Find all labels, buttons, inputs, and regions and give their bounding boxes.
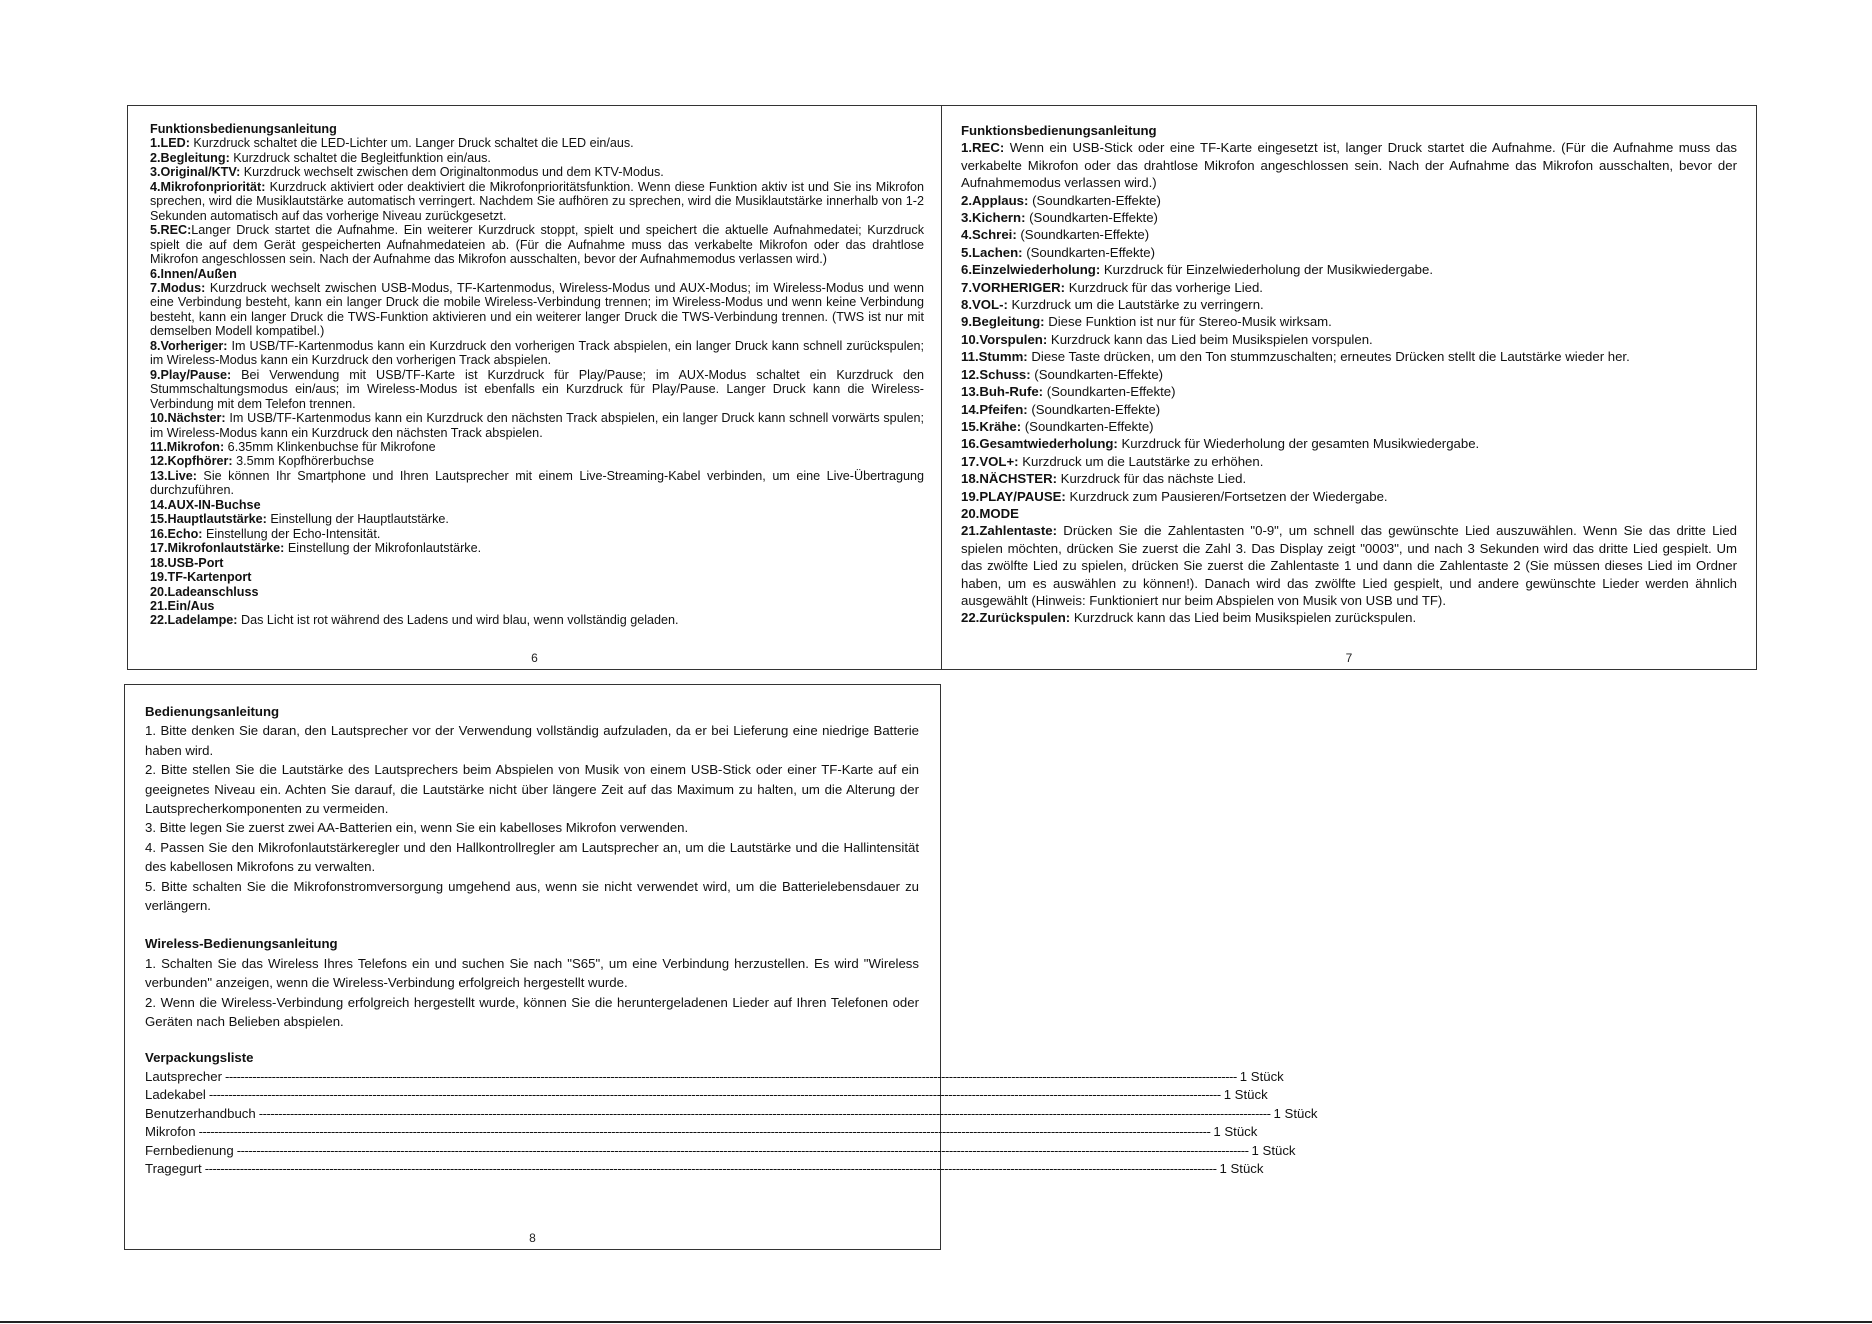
function-term: 21.Zahlentaste: (961, 523, 1058, 539)
packing-item-name: Ladekabel (145, 1087, 206, 1103)
function-description: Kurzdruck kann das Lied beim Musikspielen zurückspulen. (1070, 610, 1417, 626)
function-term: 13.Buh-Rufe: (961, 384, 1044, 400)
function-item (961, 366, 1737, 383)
function-item (961, 488, 1737, 505)
function-description: (Soundkarten-Effekte) (1027, 401, 1161, 417)
packing-item-name: Mikrofon (145, 1124, 196, 1140)
function-description: (Soundkarten-Effekte) (1021, 418, 1154, 434)
function-item (961, 348, 1737, 365)
function-item (150, 556, 924, 570)
function-item (961, 401, 1737, 418)
function-item (961, 139, 1737, 191)
function-term: 15.Krähe: (961, 418, 1022, 434)
page-number-7: 7 (1345, 651, 1353, 665)
function-description: Kurzdruck für Wiederholung der gesamten Musikwiedergabe. (1117, 436, 1480, 452)
page-6-content (150, 122, 924, 628)
function-description: Kurzdruck wechselt zwischen USB-Modus, TF-Kartenmodus, Wireless-Modus und AUX-Modus; im Wireless-Modus und wenn eine Verbindung besteht, kann ein langer Druck die mobile Wireless-Verbindung trennen; im Wireless-Modus und wenn keine Verbindung besteht, kann ein langer Druck die TWS-Funktion aktivieren und ein weiterer langer Druck die TWS-Verbindung trennen. (TWS ist nur mit demselben Modell kompatibel.) (150, 280, 924, 339)
function-description: Einstellung der Mikrofonlautstärke. (284, 541, 482, 556)
function-term: 4.Mikrofonpriorität: (150, 179, 266, 194)
function-term: 3.Original/KTV: (150, 165, 241, 180)
function-description: (Soundkarten-Effekte) (1028, 192, 1161, 208)
wireless-section-title: Wireless-Bedienungsanleitung (145, 936, 338, 952)
function-term: 2.Applaus: (961, 192, 1029, 208)
function-description: Kurzdruck für das vorherige Lied. (1065, 279, 1263, 295)
page-7-content (961, 122, 1737, 627)
function-item (150, 223, 924, 266)
function-term: 22.Zurückspulen: (961, 610, 1071, 626)
function-item (150, 339, 924, 368)
function-term: 9.Play/Pause: (150, 367, 232, 382)
function-description: Drücken Sie die Zahlentasten "0-9", um schnell das gewünschte Lied auszuwählen. Wenn Sie das dritte Lied spielen möchten, drücken Sie zuerst die Zahl 3. Das Display zeigt "0003", und nach 3 Sekunden wird das dritte Lied gespielt. Um das zwölfte Lied zu spielen, drücken Sie zuerst die Zahlentaste 1 und dann die Zahlentaste 2 (Sie müssen dieses Lied im Ordner haben, um es auswählen zu können!). Danach wird das zwölfte Lied gespielt, und andere gewünschte Lieder werden ähnlich ausgewählt (Hinweis: Funktioniert nur beim Abspielen von Musik von USB und TF). (961, 523, 1737, 608)
function-item (961, 470, 1737, 487)
function-description: Einstellung der Echo-Intensität. (202, 526, 381, 541)
page-7-function-list (961, 139, 1737, 626)
function-term: 1.REC: (961, 140, 1005, 156)
function-term: 22.Ladelampe: (150, 613, 238, 628)
function-term: 14.AUX-IN-Buchse (150, 497, 261, 512)
packing-list-row (145, 1104, 1318, 1123)
function-description: Kurzdruck um die Lautstärke zu erhöhen. (1018, 453, 1264, 469)
function-item (150, 512, 924, 526)
function-item (961, 609, 1737, 626)
instruction-item: 1. Schalten Sie das Wireless Ihres Telefons ein und suchen Sie nach "S65", um eine Verbindung herzustellen. Es wird "Wireless verbunden" anzeigen, wenn die Wireless-Verbindung erfolgreich hergestellt wurde. (145, 955, 919, 991)
function-item (150, 368, 924, 411)
bottom-divider-line (0, 1321, 1872, 1323)
function-item (150, 151, 924, 165)
function-item (150, 585, 924, 599)
function-item (961, 522, 1737, 609)
function-item (150, 527, 924, 541)
function-item (150, 498, 924, 512)
packing-item-name: Tragegurt (145, 1161, 202, 1177)
instruction-item: 5. Bitte schalten Sie die Mikrofonstromversorgung umgehend aus, wenn sie nicht verwendet wird, um die Batterielebensdauer zu verlängern. (145, 878, 919, 914)
function-term: 7.VORHERIGER: (961, 279, 1066, 295)
function-item (150, 541, 924, 555)
instruction-item: 4. Passen Sie den Mikrofonlautstärkeregler und den Hallkontrollregler am Lautsprecher an, um die Lautstärke und die Hallintensität des kabellosen Mikrofons zu verwalten. (145, 839, 919, 875)
dash-leader: -------------------------------------------------------------------------------------------------------------------------------------------------------------------------------------------------------------------------------------------------------------------- (258, 1105, 1271, 1121)
instruction-item: 2. Wenn die Wireless-Verbindung erfolgreich hergestellt wurde, können Sie die heruntergeladenen Lieder auf Ihren Telefonen oder Geräten nach Belieben abspielen. (145, 994, 919, 1030)
function-term: 18.NÄCHSTER: (961, 471, 1057, 487)
function-description: Sie können Ihr Smartphone und Ihren Lautsprecher mit einem Live-Streaming-Kabel verbinden, um eine Live-Übertragung durchzuführen. (150, 468, 924, 498)
function-description: (Soundkarten-Effekte) (1022, 244, 1155, 260)
function-term: 11.Stumm: (961, 349, 1028, 365)
function-term: 10.Nächster: (150, 411, 226, 426)
function-item (961, 505, 1737, 522)
function-description: Kurzdruck für Einzelwiederholung der Musikwiedergabe. (1100, 262, 1434, 278)
function-description: Diese Taste drücken, um den Ton stummzuschalten; erneutes Drücken stellt die Lautstärke wieder her. (1027, 349, 1630, 365)
dash-leader: -------------------------------------------------------------------------------------------------------------------------------------------------------------------------------------------------------------------------------------------------------------------- (204, 1161, 1217, 1177)
function-term: 8.Vorheriger: (150, 338, 228, 353)
function-item (961, 261, 1737, 278)
function-description: Das Licht ist rot während des Ladens und wird blau, wenn vollständig geladen. (237, 613, 679, 628)
function-item (150, 440, 924, 454)
function-term: 8.VOL-: (961, 297, 1008, 313)
function-term: 21.Ein/Aus (150, 598, 215, 613)
function-term: 10.Vorspulen: (961, 331, 1048, 347)
function-item (961, 418, 1737, 435)
function-term: 1.LED: (150, 136, 190, 151)
function-item (150, 599, 924, 613)
function-description: Diese Funktion ist nur für Stereo-Musik wirksam. (1044, 314, 1332, 330)
function-description: (Soundkarten-Effekte) (1030, 366, 1164, 382)
function-description: (Soundkarten-Effekte) (1043, 384, 1176, 400)
function-item (961, 383, 1737, 400)
function-item (961, 226, 1737, 243)
packing-item-quantity: 1 Stück (1219, 1161, 1264, 1177)
function-description: (Soundkarten-Effekte) (1016, 227, 1150, 243)
function-term: 12.Schuss: (961, 366, 1031, 382)
function-term: 14.Pfeifen: (961, 401, 1028, 417)
page-6-title: Funktionsbedienungsanleitung (150, 122, 337, 136)
function-item (150, 136, 924, 150)
function-item (961, 331, 1737, 348)
function-item (150, 613, 924, 627)
packing-item-quantity: 1 Stück (1223, 1087, 1268, 1103)
function-term: 6.Einzelwiederholung: (961, 262, 1101, 278)
usage-instructions-list (145, 721, 919, 915)
dash-leader: -------------------------------------------------------------------------------------------------------------------------------------------------------------------------------------------------------------------------------------------------------------------- (236, 1142, 1249, 1158)
function-description: Kurzdruck kann das Lied beim Musikspielen vorspulen. (1047, 331, 1373, 347)
function-description: Kurzdruck aktiviert oder deaktiviert die Mikrofonprioritätsfunktion. Wenn diese Funktion aktiv ist und Sie ins Mikrofon sprechen, wird die Musiklautstärke automatisch verringert. Nachdem Sie aufhören zu sprechen, wird die Musiklautstärke innerhalb von 1-2 Sekunden automatisch auf das vorherige Niveau zurückgesetzt. (150, 179, 924, 223)
instruction-item: 3. Bitte legen Sie zuerst zwei AA-Batterien ein, wenn Sie ein kabelloses Mikrofon verwenden. (145, 820, 689, 836)
function-term: 3.Kichern: (961, 210, 1026, 226)
function-item (150, 411, 924, 440)
function-term: 19.PLAY/PAUSE: (961, 488, 1066, 504)
page-6-function-list (150, 136, 924, 627)
function-term: 12.Kopfhörer: (150, 454, 233, 469)
packing-item-name: Benutzerhandbuch (145, 1105, 256, 1121)
function-term: 18.USB-Port (150, 555, 224, 570)
page-8-content (145, 702, 1318, 1178)
function-term: 17.VOL+: (961, 453, 1019, 469)
packing-list-row (145, 1122, 1258, 1141)
packing-item-quantity: 1 Stück (1213, 1124, 1258, 1140)
function-description: 3.5mm Kopfhörerbuchse (232, 454, 374, 469)
packing-list-row (145, 1159, 1264, 1178)
manual-page-8 (124, 684, 1318, 1250)
function-term: 13.Live: (150, 468, 197, 483)
function-term: 7.Modus: (150, 280, 206, 295)
function-item (961, 435, 1737, 452)
usage-section-title: Bedienungsanleitung (145, 704, 280, 719)
packing-list-row (145, 1067, 1284, 1086)
function-description: Kurzdruck zum Pausieren/Fortsetzen der Wiedergabe. (1065, 488, 1388, 504)
function-item (150, 570, 924, 584)
packing-list-row (145, 1085, 1268, 1104)
function-term: 16.Echo: (150, 526, 203, 541)
function-term: 15.Hauptlautstärke: (150, 512, 267, 527)
function-item (150, 165, 924, 179)
function-description: 6.35mm Klinkenbuchse für Mikrofone (224, 439, 436, 454)
function-item (961, 279, 1737, 296)
function-term: 5.Lachen: (961, 244, 1023, 260)
packing-item-quantity: 1 Stück (1251, 1142, 1296, 1158)
packing-item-name: Lautsprecher (145, 1068, 222, 1084)
packing-list-row (145, 1141, 1296, 1160)
function-term: 17.Mikrofonlautstärke: (150, 541, 285, 556)
function-description: Kurzdruck wechselt zwischen dem Originaltonmodus und dem KTV-Modus. (240, 165, 664, 180)
function-term: 5.REC: (150, 223, 192, 238)
packing-item-name: Fernbedienung (145, 1142, 234, 1158)
function-item (961, 192, 1737, 209)
function-item (150, 469, 924, 498)
function-description: Im USB/TF-Kartenmodus kann ein Kurzdruck den nächsten Track abspielen, ein langer Druck kann schnell vorwärts spulen; im Wireless-Modus kann ein Kurzdruck den nächsten Track abspielen. (150, 411, 924, 440)
function-description: Kurzdruck für das nächste Lied. (1057, 471, 1247, 487)
packing-list-title: Verpackungsliste (145, 1049, 254, 1065)
function-term: 16.Gesamtwiederholung: (961, 436, 1118, 452)
function-description: Kurzdruck schaltet die Begleitfunktion ein/aus. (229, 150, 491, 165)
wireless-instructions-list (145, 954, 919, 1032)
function-description: Im USB/TF-Kartenmodus kann ein Kurzdruck den vorherigen Track abspielen, ein langer Druck kann schnell zurückspulen; im Wireless-Modus kann ein Kurzdruck den vorherigen Track abspielen. (150, 338, 924, 368)
function-item (961, 244, 1737, 261)
packing-list (145, 1067, 1318, 1179)
page-number-6: 6 (531, 651, 538, 665)
page-number-8: 8 (529, 1231, 536, 1245)
function-item (150, 180, 924, 223)
function-description: Kurzdruck um die Lautstärke zu verringern. (1007, 297, 1264, 313)
packing-item-quantity: 1 Stück (1273, 1105, 1318, 1121)
function-item (961, 209, 1737, 226)
function-term: 4.Schrei: (961, 227, 1017, 243)
function-item (150, 267, 924, 281)
dash-leader: -------------------------------------------------------------------------------------------------------------------------------------------------------------------------------------------------------------------------------------------------------------------- (208, 1087, 1221, 1103)
function-description: Einstellung der Hauptlautstärke. (266, 512, 449, 527)
function-item (961, 296, 1737, 313)
function-description: Kurzdruck schaltet die LED-Lichter um. Langer Druck schaltet die LED ein/aus. (189, 136, 634, 151)
instruction-item: 1. Bitte denken Sie daran, den Lautsprecher vor der Verwendung vollständig aufzuladen, da er bei Lieferung eine niedrige Batterie haben wird. (145, 723, 919, 758)
instruction-item: 2. Bitte stellen Sie die Lautstärke des Lautsprechers beim Abspielen von Musik von einem USB-Stick oder einer TF-Karte auf ein geeignetes Niveau ein. Achten Sie darauf, die Lautstärke nicht über längere Zeit auf das Maximum zu halten, um die Alterung der Lautsprecherkomponenten zu vermeiden. (145, 762, 919, 817)
function-description: Wenn ein USB-Stick oder eine TF-Karte eingesetzt ist, langer Druck startet die Aufnahme. (Für die Aufnahme muss das verkabelte Mikrofon oder das drahtlose Mikrofon angeschlossen sein. Nach der Aufnahme das Mikrofon ausschalten, bevor der Aufnahmemodus verlassen wird.) (961, 140, 1737, 191)
page-7-title: Funktionsbedienungsanleitung (961, 123, 1157, 138)
manual-page-6 (127, 105, 942, 670)
dash-leader: -------------------------------------------------------------------------------------------------------------------------------------------------------------------------------------------------------------------------------------------------------------------- (198, 1124, 1211, 1140)
function-term: 20.MODE (961, 505, 1019, 521)
function-description: Langer Druck startet die Aufnahme. Ein weiterer Kurzdruck stoppt, spielt und speichert die aktuelle Aufnahmedatei; Kurzdruck spielt die auf dem Gerät gespeicherten Aufnahmedateien ab. (Für die Aufnahme muss das verkabelte Mikrofon oder das drahtlose Mikrofon angeschlossen sein. Nach der Aufnahme das Mikrofon ausschalten, bevor der Aufnahmemodus verlassen wird.) (150, 223, 924, 267)
function-term: 19.TF-Kartenport (150, 570, 252, 585)
function-term: 9.Begleitung: (961, 314, 1045, 330)
function-item (961, 453, 1737, 470)
function-description: (Soundkarten-Effekte) (1025, 210, 1158, 226)
function-description: Bei Verwendung mit USB/TF-Karte ist Kurzdruck für Play/Pause; im AUX-Modus schaltet ein Kurzdruck den Stummschaltungsmodus ein/aus; im Wireless-Modus ist ebenfalls ein Kurzdruck für Play/Pause. Langer Druck kann die Wireless-Verbindung mit dem Telefon trennen. (150, 367, 924, 411)
function-term: 11.Mikrofon: (150, 439, 225, 454)
function-item (150, 281, 924, 339)
manual-page-7 (941, 105, 1757, 670)
function-item (150, 454, 924, 468)
dash-leader: -------------------------------------------------------------------------------------------------------------------------------------------------------------------------------------------------------------------------------------------------------------------- (224, 1068, 1237, 1084)
function-term: 2.Begleitung: (150, 150, 230, 165)
function-term: 20.Ladeanschluss (150, 584, 259, 599)
function-term: 6.Innen/Außen (150, 266, 237, 281)
packing-item-quantity: 1 Stück (1239, 1068, 1284, 1084)
function-item (961, 313, 1737, 330)
